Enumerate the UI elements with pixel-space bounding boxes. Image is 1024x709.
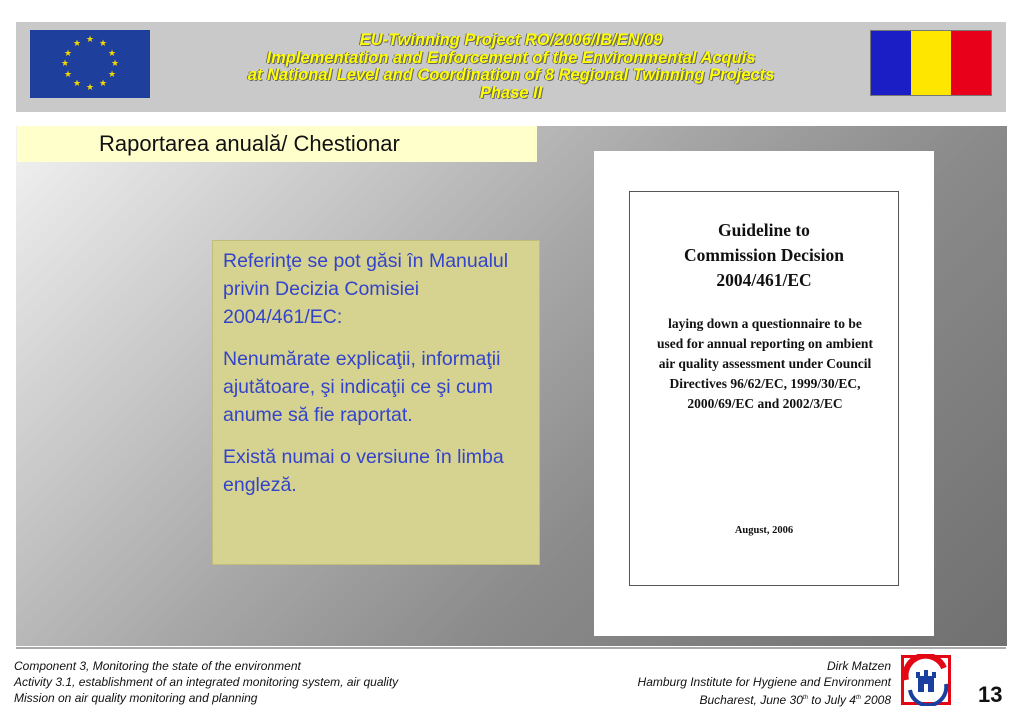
document-description <box>634 314 896 414</box>
document-title-line3: 2004/461/EC <box>716 270 812 290</box>
footer-divider <box>16 647 1006 649</box>
footer-left <box>14 658 398 706</box>
eu-flag-icon: ★ ★ ★ ★ ★ ★ ★ ★ ★ ★ ★ ★ <box>30 30 150 98</box>
info-paragraph-1: Referinţe se pot găsi în Manualul privin Decizia Comisiei 2004/461/EC: <box>223 250 509 328</box>
header-band <box>16 22 1006 112</box>
footer-activity: Activity 3.1, establishment of an integrated monitoring system, air quality <box>14 675 399 689</box>
project-title-line3: at National Level and Coordination of 8 Regional Twinning Projects <box>247 66 775 84</box>
document-body-line3: air quality assessment under Council <box>658 356 872 371</box>
romania-flag-icon <box>870 30 992 96</box>
info-paragraph-3: Există numai o versiune în limba engleză. <box>223 446 504 496</box>
document-body-line2: used for annual reporting on ambient <box>657 336 873 351</box>
footer-right <box>638 658 891 708</box>
footer-dates-sup1: th <box>802 695 808 701</box>
info-paragraph-2: Nenumărate explicaţii, informaţii ajutătoare, şi indicaţii ce şi cum anume să fie raportat. <box>223 348 501 426</box>
footer-mission: Mission on air quality monitoring and planning <box>14 691 258 705</box>
document-cover <box>629 191 899 586</box>
project-title-line4: Phase II <box>479 83 543 102</box>
document-title <box>630 218 898 293</box>
project-title-line2: Implementation and Enforcement of the Environmental Acquis <box>266 48 756 67</box>
project-title-line1: EU-Twinning Project RO/2006/IB/EN/09 <box>359 31 663 49</box>
footer-institute: Hamburg Institute for Hygiene and Environment <box>637 675 891 689</box>
footer-dates-mid: to July 4 <box>807 693 856 707</box>
footer-component: Component 3, Monitoring the state of the environment <box>14 659 301 673</box>
slide-title: Raportarea anuală/ Chestionar <box>99 131 400 156</box>
project-title <box>166 32 856 102</box>
slide-title-bar <box>17 126 537 162</box>
info-textbox <box>212 240 540 565</box>
footer-dates-sup2: th <box>855 695 861 701</box>
document-title-line1: Guideline to <box>718 220 810 240</box>
footer-dates-year: 2008 <box>860 693 891 707</box>
document-date: August, 2006 <box>734 525 794 536</box>
document-title-line2: Commission Decision <box>684 245 844 265</box>
document-body-line4: Directives 96/62/EC, 1999/30/EC, <box>669 376 861 391</box>
footer-dates <box>638 690 891 708</box>
footer-author: Dirk Matzen <box>826 659 891 673</box>
hamburg-institute-logo-icon <box>900 654 952 706</box>
document-body-line1: laying down a questionnaire to be <box>668 316 862 331</box>
document-body-line5: 2000/69/EC and 2002/3/EC <box>687 396 843 411</box>
page-number: 13 <box>978 682 1003 707</box>
footer-dates-start: Bucharest, June 30 <box>699 693 803 707</box>
